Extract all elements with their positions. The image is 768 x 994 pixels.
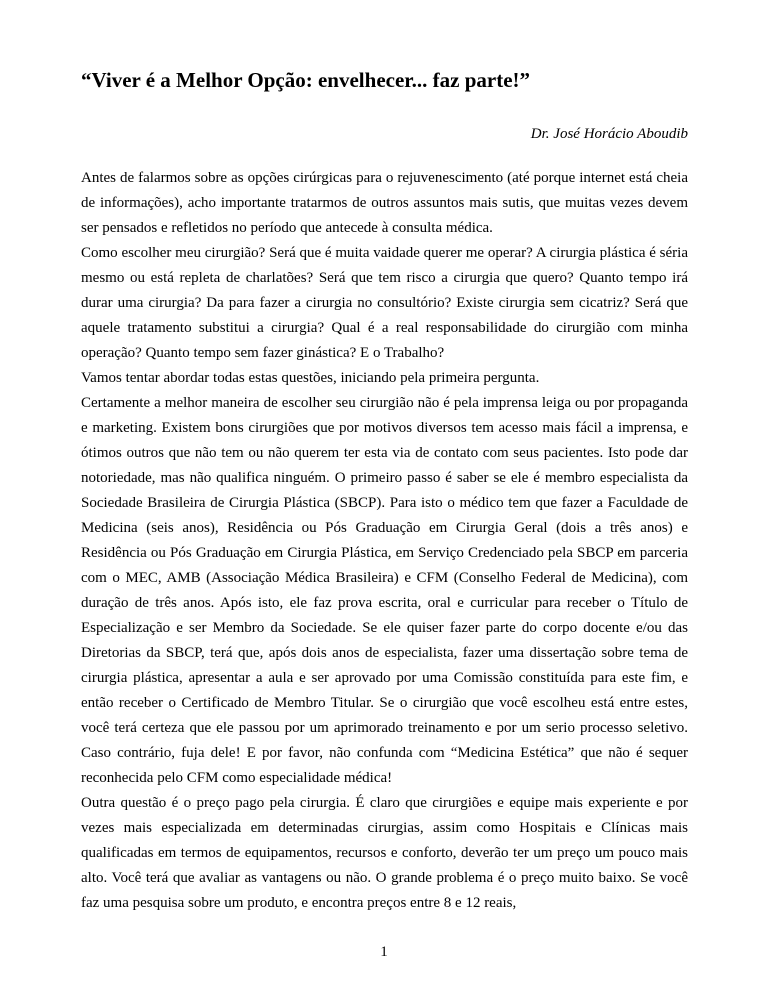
document-title: “Viver é a Melhor Opção: envelhecer... faz parte!” [81,68,531,92]
paragraph-choosing-surgeon: Certamente a melhor maneira de escolher seu cirurgião não é pela imprensa leiga ou por propaganda e marketing. Existem bons cirurgiões que por motivos diversos tem acesso mais fácil a imprensa, e ótimos outros que não tem ou não querem ter esta via de contato com seus pacientes. Isto pode dar notoriedade, mas não qualifica ninguém. O primeiro passo é saber se ele é membro especialista da Sociedade Brasileira de Cirurgia Plástica (SBCP). Para isto o médico tem que fazer a Faculdade de Medicina (seis anos), Residência ou Pós Graduação em Cirurgia Geral (dois a três anos) e Residência ou Pós Graduação em Cirurgia Plástica, em Serviço Credenciado pela SBCP em parceria com o MEC, AMB (Associação Médica Brasileira) e CFM (Conselho Federal de Medicina), com duração de três anos. Após isto, ele faz prova escrita, oral e curricular para receber o Título de Especialização e ser Membro da Sociedade. Se ele quiser fazer parte do corpo docente e/ou das Diretorias da SBCP, terá que, após dois anos de especialista, fazer uma dissertação sobre tema de cirurgia plástica, apresentar a aula e ser aprovado por uma Comissão constituída para este fim, e então receber o Certificado de Membro Titular. Se o cirurgião que você escolheu está entre estes, você terá certeza que ele passou por um aprimorado treinamento e por um serio processo seletivo. Caso contrário, fuja dele! E por favor, não confunda com “Medicina Estética” que não é sequer reconhecida pelo CFM como especialidade médica! [81,395,688,786]
paragraph-transition: Vamos tentar abordar todas estas questões, iniciando pela primeira pergunta. [81,370,540,386]
page-number: 1 [380,944,388,960]
paragraph-questions: Como escolher meu cirurgião? Será que é muita vaidade querer me operar? A cirurgia plástica é séria mesmo ou está repleta de charlatões? Será que tem risco a cirurgia que quero? Quanto tempo irá durar uma cirurgia? Da para fazer a cirurgia no consultório? Existe cirurgia sem cicatriz? Será que aquele tratamento substitui a cirurgia? Qual é a real responsabilidade do cirurgião com minha operação? Quanto tempo sem fazer ginástica? E o Trabalho? [81,245,688,361]
author-name: Dr. José Horácio Aboudib [530,126,688,142]
paragraph-price: Outra questão é o preço pago pela cirurgia. É claro que cirurgiões e equipe mais experiente e por vezes mais especializada em determinadas cirurgias, assim como Hospitais e Clínicas mais qualificadas em termos de equipamentos, recursos e conforto, deverão ter um preço um pouco mais alto. Você terá que avaliar as vantagens ou não. O grande problema é o preço muito baixo. Se você faz uma pesquisa sobre um produto, e encontra preços entre 8 e 12 reais, [81,795,688,911]
paragraph-intro: Antes de falarmos sobre as opções cirúrgicas para o rejuvenescimento (até porque internet está cheia de informações), acho importante tratarmos de outros assuntos mais sutis, que muitas vezes devem ser pensados e refletidos no período que antecede à consulta médica. [81,170,688,236]
document-body [81,166,688,916]
